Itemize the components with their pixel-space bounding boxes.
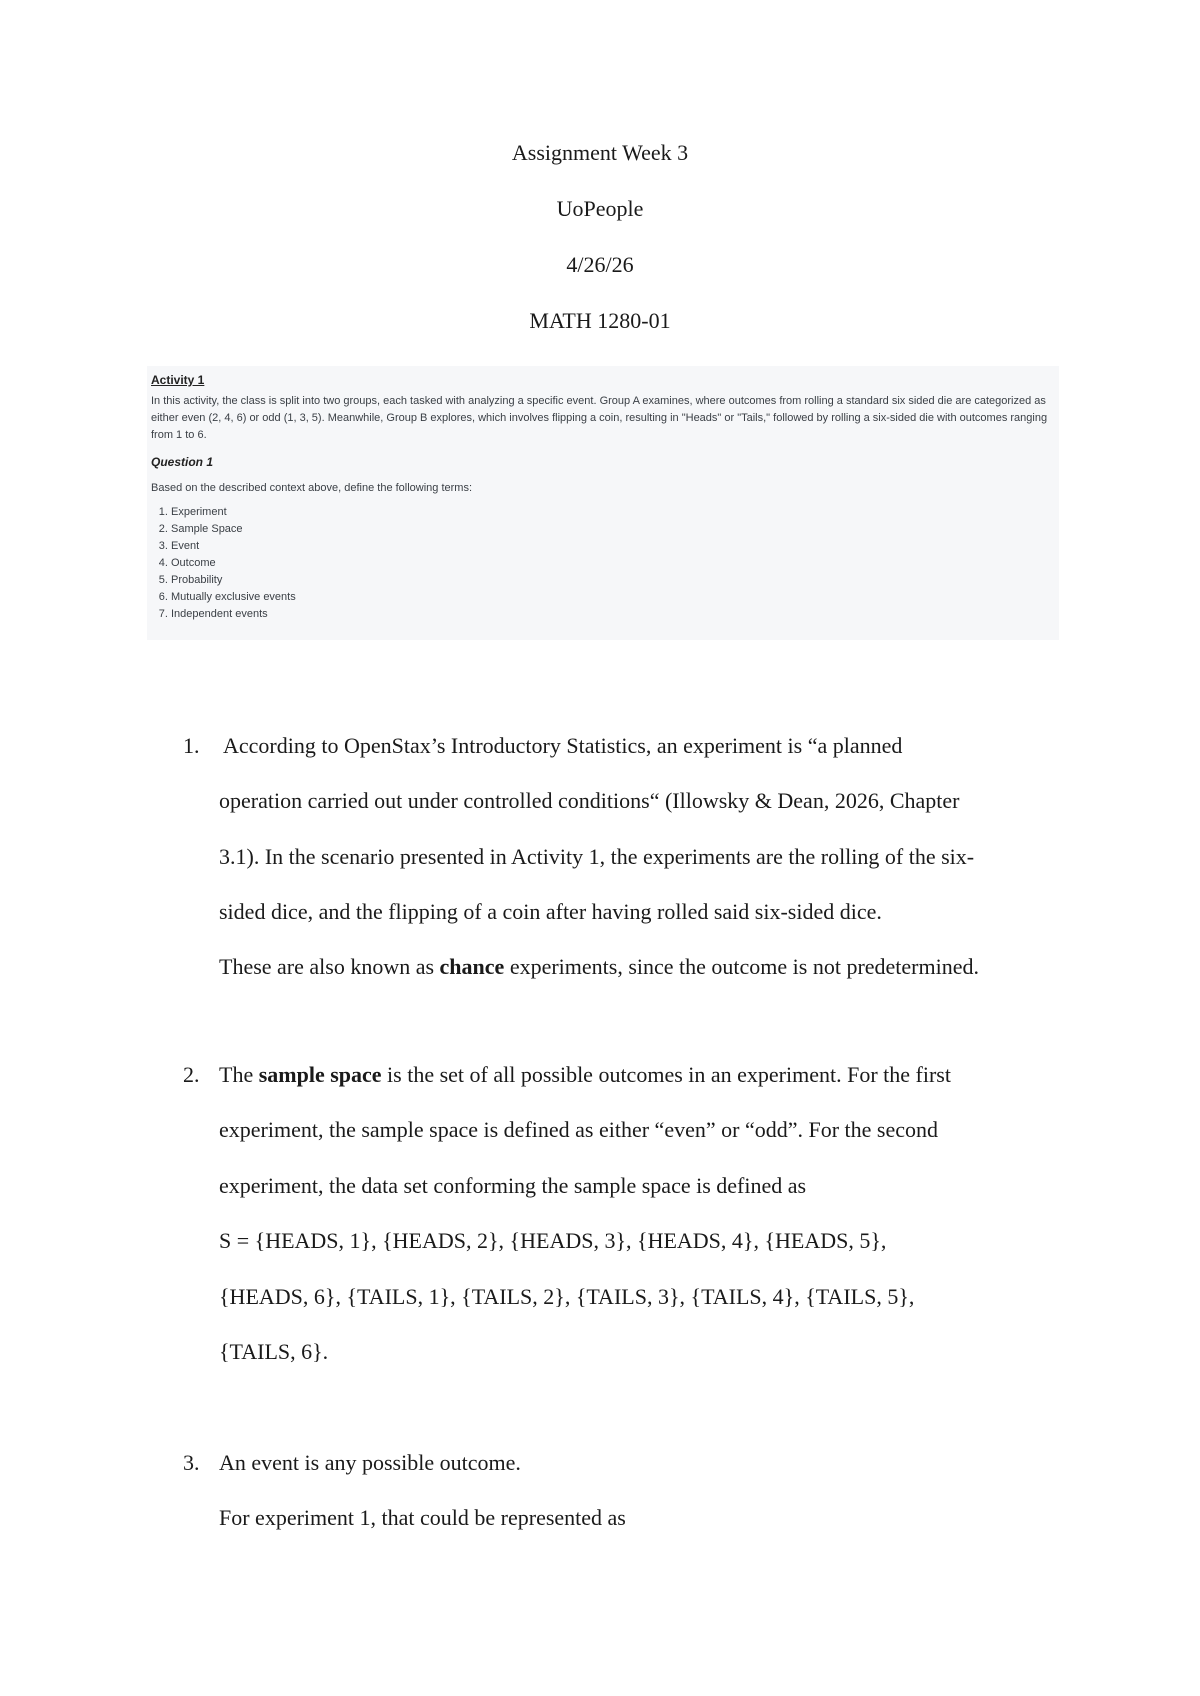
document-date: 4/26/26: [566, 252, 634, 277]
terms-list: [151, 504, 1055, 623]
term-item: 5. Probability: [171, 572, 1055, 589]
term-item: 3. Event: [171, 538, 1055, 555]
answer-line: For experiment 1, that could be represented as: [219, 1505, 626, 1530]
answer-line: 3.1). In the scenario presented in Activity 1, the experiments are the rolling of the six-: [219, 844, 975, 869]
question-text: Based on the described context above, define the following terms:: [151, 482, 473, 494]
text-run: is the set of all possible outcomes in an experiment. For the first: [381, 1062, 951, 1087]
activity-title: Activity 1: [151, 373, 205, 387]
bold-term: sample space: [258, 1062, 382, 1087]
answer-line: {HEADS, 6}, {TAILS, 1}, {TAILS, 2}, {TAILS, 3}, {TAILS, 4}, {TAILS, 5},: [219, 1284, 915, 1309]
activity-text: In this activity, the class is split into two groups, each tasked with analyzing a specific event. Group A examines, where outcomes from rolling a standard six sided die are categorized as either even (2, 4, 6) or odd (1, 3, 5). Meanwhile, Group B explores, which involves flipping a coin, resulting in "Heads" or "Tails," followed by rolling a six-sided die with outcomes ranging from 1 to 6.: [151, 395, 1048, 441]
embedded-activity-screenshot: [147, 366, 1059, 640]
answer-line: {TAILS, 6}.: [219, 1339, 329, 1364]
answer-line: experiment, the data set conforming the sample space is defined as: [219, 1173, 807, 1198]
bold-term: chance: [439, 954, 505, 979]
answer-line: An event is any possible outcome.: [219, 1450, 521, 1475]
term-item: 7. Independent events: [171, 606, 1055, 623]
answer-line: [219, 1062, 951, 1088]
answer-line: S = {HEADS, 1}, {HEADS, 2}, {HEADS, 3}, {HEADS, 4}, {HEADS, 5},: [219, 1228, 887, 1253]
answer-line: [219, 954, 979, 980]
institution: UoPeople: [556, 196, 644, 221]
answer-line: operation carried out under controlled conditions“ (Illowsky & Dean, 2026, Chapter: [219, 788, 960, 813]
question-title: Question 1: [151, 455, 214, 469]
term-item: 4. Outcome: [171, 555, 1055, 572]
text-run: experiments, since the outcome is not predetermined.: [504, 954, 979, 979]
term-item: 6. Mutually exclusive events: [171, 589, 1055, 606]
answer-line: sided dice, and the flipping of a coin after having rolled said six-sided dice.: [219, 899, 882, 924]
answer-number: 3.: [183, 1450, 200, 1475]
text-run: The: [219, 1062, 259, 1087]
term-item: 1. Experiment: [171, 504, 1055, 521]
text-run: These are also known as: [219, 954, 440, 979]
answer-number: 2.: [183, 1062, 200, 1087]
answer-line: experiment, the sample space is defined as either “even” or “odd”. For the second: [219, 1117, 938, 1142]
title-block: [0, 142, 1200, 366]
term-item: 2. Sample Space: [171, 521, 1055, 538]
answer-number: 1.: [183, 733, 200, 758]
answer-line: According to OpenStax’s Introductory Statistics, an experiment is “a planned: [223, 733, 903, 758]
course-code: MATH 1280-01: [529, 308, 671, 333]
document-title: Assignment Week 3: [511, 140, 689, 165]
